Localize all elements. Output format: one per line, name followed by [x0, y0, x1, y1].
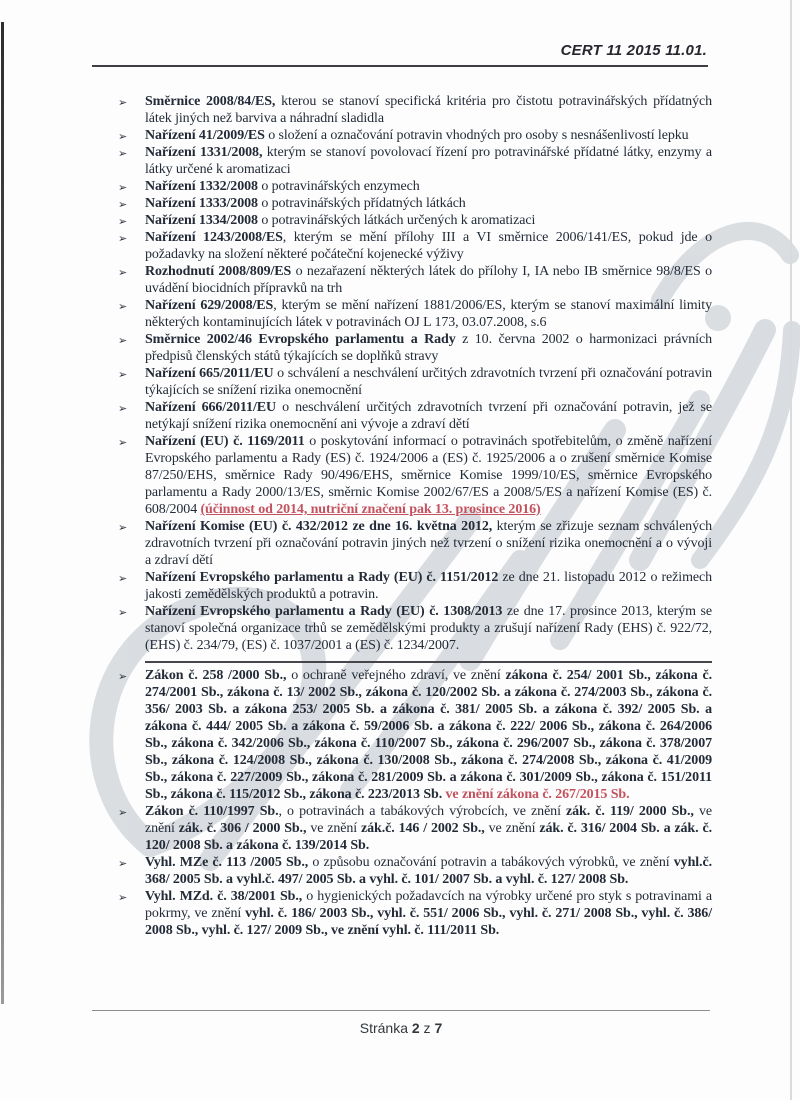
legal-reference-item: [118, 433, 712, 518]
text-segment: z: [419, 1020, 435, 1036]
reference-text: [145, 889, 712, 938]
arrow-bullet-icon: ➢: [118, 266, 128, 279]
text-segment: Nařízení Komise (EU) č. 432/2012 ze dne 16. května 2012,: [145, 519, 493, 534]
reference-text: [145, 400, 712, 432]
text-segment: o schválení a neschválení určitých zdravotních tvrzení při označování potravin týkajících se snížení rizika onemocnění: [145, 366, 712, 398]
arrow-bullet-icon: ➢: [118, 181, 128, 194]
cz-legislation-list: [118, 667, 712, 939]
section-divider: [145, 661, 712, 663]
red-highlight-text: (účinnost od 2014, nutriční značení pak 13. prosince 2016): [200, 502, 541, 517]
text-segment: Zákon č. 110/1997 Sb.: [145, 804, 279, 819]
legal-reference-item: [118, 195, 712, 212]
reference-text: [145, 804, 712, 853]
reference-text: [145, 570, 712, 602]
reference-text: [145, 366, 712, 398]
header-rule: [92, 65, 708, 67]
scan-edge-artifact-left: [1, 22, 4, 1004]
legal-reference-item: [118, 144, 712, 178]
arrow-bullet-icon: ➢: [118, 521, 128, 534]
arrow-bullet-icon: ➢: [118, 806, 128, 819]
text-segment: ve znění: [145, 804, 712, 836]
text-segment: o potravinářských látkách určených k aromatizaci: [257, 213, 536, 228]
document-body: [118, 93, 712, 939]
text-segment: Nařízení 1334/2008: [145, 213, 258, 228]
legal-reference-item: [118, 365, 712, 399]
text-segment: , kterým se mění nařízení 1881/2006/ES, kterým se stanoví maximální limity některých kontaminujících látek v potravinách OJ L 173, 03.07.2008, s.6: [145, 298, 712, 330]
arrow-bullet-icon: ➢: [118, 334, 128, 347]
text-segment: Nařízení 629/2008/ES: [145, 298, 274, 313]
text-segment: o potravinářských enzymech: [257, 179, 420, 194]
legal-reference-item: [118, 297, 712, 331]
arrow-bullet-icon: ➢: [118, 130, 128, 143]
legal-reference-item: [118, 93, 712, 127]
legal-reference-item: [118, 603, 712, 654]
arrow-bullet-icon: ➢: [118, 606, 128, 619]
reference-text: [145, 145, 712, 177]
legal-reference-item: [118, 263, 712, 297]
text-segment: ze dne 21. listopadu 2012 o režimech jakosti zemědělských produktů a potravin.: [145, 570, 712, 602]
text-segment: Směrnice 2002/46 Evropského parlamentu a Rady: [145, 332, 456, 347]
text-segment: o složení a označování potravin vhodných pro osoby s nesnášenlivostí lepku: [264, 128, 689, 143]
text-segment: Nařízení Evropského parlamentu a Rady (EU) č. 1151/2012: [145, 570, 499, 585]
text-segment: ve znění: [484, 821, 540, 836]
reference-text: [145, 94, 712, 126]
reference-text: [145, 213, 535, 228]
reference-text: [145, 434, 712, 517]
text-segment: kterou se stanoví specifická kritéria pro čistotu potravinářských přídatných látek jiných než barviva a náhradní sladidla: [145, 94, 712, 126]
red-highlight-text: ve znění zákona č. 267/2015 Sb.: [445, 787, 630, 802]
reference-text: [145, 855, 712, 887]
arrow-bullet-icon: ➢: [118, 215, 128, 228]
legal-reference-item: [118, 854, 712, 888]
reference-text: [145, 332, 712, 364]
legal-reference-item: [118, 127, 712, 144]
text-segment: , o potravinách a tabákových výrobcích, ve znění: [278, 804, 567, 819]
scan-edge-artifact-right: [790, 0, 792, 1100]
reference-text: [145, 298, 712, 330]
legal-reference-item: [118, 667, 712, 803]
text-segment: , kterým se mění přílohy III a VI směrnice 2006/141/ES, pokud jde o požadavky na složení některé počáteční kojenecké výživy: [145, 230, 712, 262]
text-segment: vyhl. č. 186/ 2003 Sb., vyhl. č. 551/ 2006 Sb., vyhl. č. 271/ 2008 Sb., vyhl. č. 386/ 2008 Sb., vyhl. č. 127/ 2009 Sb., ve znění vyhl. č. 111/2011 Sb.: [145, 906, 712, 938]
reference-text: [145, 230, 712, 262]
text-segment: o poskytování informací o potravinách spotřebitelům, o změně nařízení Evropského parlamentu a Rady (ES) č. 1924/2006 a (ES) č. 1925/2006 a o zrušení směrnice Komise 87/250/EHS, směrnice Rady 90/496/EHS, směrnice Komise 1999/10/ES, směrnice Evropského parlamentu a Rady 2000/13/ES, směrnic Komise 2002/67/ES a 2008/5/ES a nařízení Komise (ES) č. 608/2004: [145, 434, 712, 517]
text-segment: kterým se stanoví povolovací řízení pro potravinářské přídatné látky, enzymy a látky určené k aromatizaci: [145, 145, 712, 177]
text-segment: z 10. června 2002 o harmonizaci právních předpisů členských států týkajících se doplňků stravy: [145, 332, 712, 364]
legal-reference-item: [118, 518, 712, 569]
eu-legislation-list: [118, 93, 712, 654]
page-number: [92, 1020, 710, 1036]
reference-text: [145, 196, 466, 211]
text-segment: Nařízení 1333/2008: [145, 196, 258, 211]
text-segment: o způsobu označování potravin a tabákových výrobků, ve znění: [308, 855, 674, 870]
legal-reference-item: [118, 803, 712, 854]
text-segment: Nařízení 41/2009/ES: [145, 128, 265, 143]
text-segment: Nařízení (EU) č. 1169/2011: [145, 434, 305, 449]
arrow-bullet-icon: ➢: [118, 436, 128, 449]
legal-reference-item: [118, 331, 712, 365]
arrow-bullet-icon: ➢: [118, 300, 128, 313]
reference-text: [145, 519, 712, 568]
text-segment: 2: [411, 1020, 420, 1036]
document-header-reference: CERT 11 2015 11.01.: [560, 42, 707, 59]
text-segment: o hygienických požadavcích na výrobky určené pro styk s potravinami a pokrmy, ve znění: [145, 889, 712, 921]
text-segment: vyhl.č. 368/ 2005 Sb. a vyhl.č. 497/ 2005 Sb. a vyhl. č. 101/ 2007 Sb. a vyhl. č. 127/ 2008 Sb.: [145, 855, 712, 887]
text-segment: zák. č. 316/ 2004 Sb. a zák. č. 120/ 2008 Sb. a zákona č. 139/2014 Sb.: [145, 821, 712, 853]
arrow-bullet-icon: ➢: [118, 96, 128, 109]
text-segment: zákona č. 254/ 2001 Sb., zákona č. 274/2001 Sb., zákona č. 13/ 2002 Sb., zákona č. 120/2002 Sb. a zákona č. 274/2003 Sb., zákona č. 356/ 2003 Sb. a zákona 253/ 2005 Sb. a zákona č. 381/ 2005 Sb. a zákona č. 392/ 2005 Sb. a zákona č. 444/ 2005 Sb. a zákona č. 59/2006 Sb. a zákona č. 222/ 2006 Sb., zákona č. 264/2006 Sb., zákona č. 342/2006 Sb., zákona č. 110/2007 Sb., zákona č. 296/2007 Sb., zákona č. 378/2007 Sb., zákona č. 124/2008 Sb., zákona č. 130/2008 Sb., zákona č. 274/2008 Sb., zákona č. 41/2009 Sb., zákona č. 227/2009 Sb., zákona č. 281/2009 Sb. a zákona č. 301/2009 Sb., zákona č. 151/2011 Sb., zákona č. 115/2012 Sb., zákona č. 223/2013 Sb.: [145, 668, 712, 802]
text-segment: o nezařazení některých látek do přílohy I, IA nebo IB směrnice 98/8/ES o uvádění biocidních přípravků na trh: [145, 264, 712, 296]
text-segment: zák.č. 146 / 2002 Sb.,: [361, 821, 485, 836]
text-segment: 7: [434, 1020, 443, 1036]
text-segment: zák. č. 306 / 2000 Sb.,: [178, 821, 307, 836]
arrow-bullet-icon: ➢: [118, 891, 128, 904]
arrow-bullet-icon: ➢: [118, 232, 128, 245]
legal-reference-item: [118, 178, 712, 195]
arrow-bullet-icon: ➢: [118, 857, 128, 870]
legal-reference-item: [118, 399, 712, 433]
text-segment: Rozhodnutí 2008/809/ES: [145, 264, 292, 279]
arrow-bullet-icon: ➢: [118, 147, 128, 160]
text-segment: Nařízení 1243/2008/ES: [145, 230, 283, 245]
reference-text: [145, 264, 712, 296]
footer-rule: [92, 1010, 710, 1011]
arrow-bullet-icon: ➢: [118, 368, 128, 381]
text-segment: Nařízení 1332/2008: [145, 179, 258, 194]
legal-reference-item: [118, 212, 712, 229]
arrow-bullet-icon: ➢: [118, 572, 128, 585]
reference-text: [145, 604, 712, 653]
legal-reference-item: [118, 569, 712, 603]
legal-reference-item: [118, 229, 712, 263]
reference-text: [145, 128, 689, 143]
text-segment: zák. č. 119/ 2000 Sb.,: [566, 804, 694, 819]
text-segment: Vyhl. MZe č. 113 /2005 Sb.,: [145, 855, 309, 870]
text-segment: Stránka: [359, 1020, 412, 1036]
text-segment: Nařízení 1331/2008,: [145, 145, 263, 160]
arrow-bullet-icon: ➢: [118, 402, 128, 415]
text-segment: kterým se zřizuje seznam schválených zdravotních tvrzení při označování potravin jiných než tvrzení o snížení rizika onemocnění a o vývoji a zdraví dětí: [145, 519, 712, 568]
text-segment: Směrnice 2008/84/ES,: [145, 94, 276, 109]
text-segment: o ochraně veřejného zdraví, ve znění: [286, 668, 506, 683]
text-segment: Nařízení Evropského parlamentu a Rady (EU) č. 1308/2013: [145, 604, 503, 619]
text-segment: Nařízení 666/2011/EU: [145, 400, 276, 415]
text-segment: Nařízení 665/2011/EU: [145, 366, 274, 381]
text-segment: o potravinářských přídatných látkách: [257, 196, 466, 211]
text-segment: ze dne 17. prosince 2013, kterým se stanoví společná organizace trhů se zemědělskými produkty a zrušují nařízení Rady (EHS) č. 922/72, (EHS) č. 234/79, (ES) č. 1037/2001 a (ES) č. 1234/2007.: [145, 604, 712, 653]
text-segment: o neschválení určitých zdravotních tvrzení při označování potravin, jež se netýkají snížení rizika onemocnění ani vývoje a zdraví dětí: [145, 400, 712, 432]
arrow-bullet-icon: ➢: [118, 198, 128, 211]
text-segment: ve znění: [306, 821, 362, 836]
text-segment: Zákon č. 258 /2000 Sb.,: [145, 668, 287, 683]
arrow-bullet-icon: ➢: [118, 670, 128, 683]
legal-reference-item: [118, 888, 712, 939]
reference-text: [145, 179, 420, 194]
reference-text: [145, 668, 712, 802]
text-segment: Vyhl. MZd. č. 38/2001 Sb.,: [145, 889, 303, 904]
